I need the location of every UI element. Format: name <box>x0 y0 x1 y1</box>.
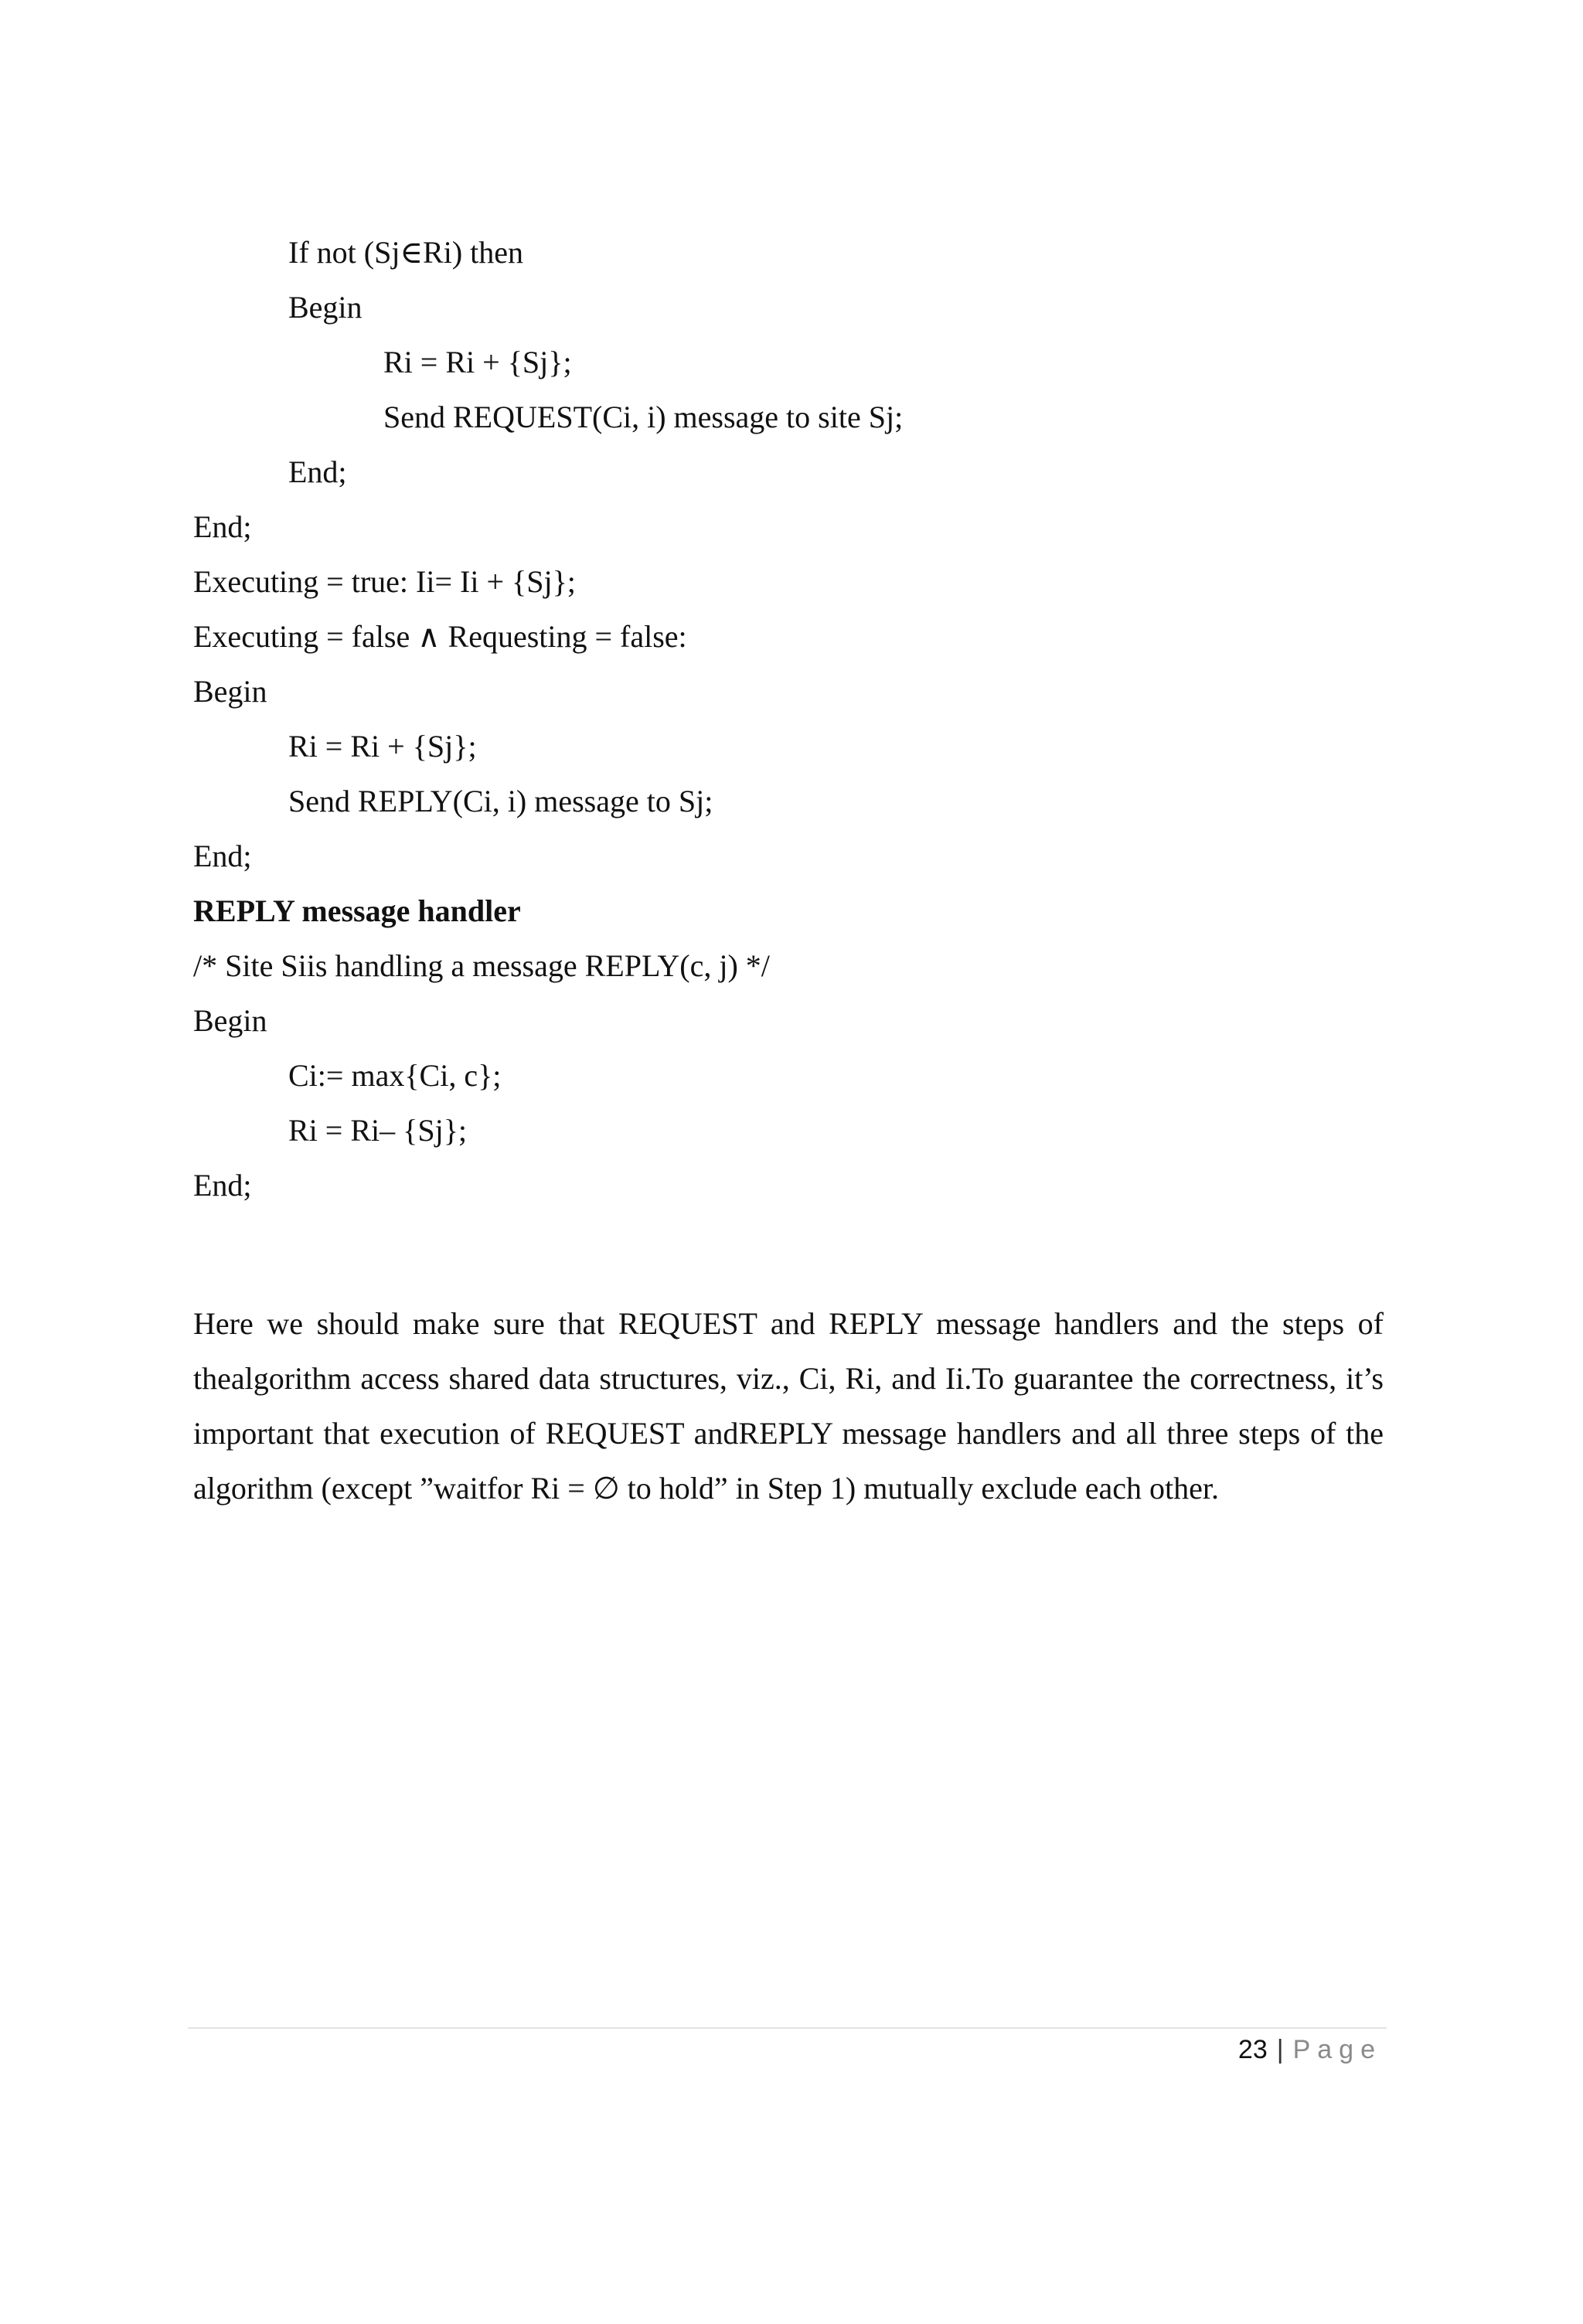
code-line: Executing = true: Ii= Ii + {Sj}; <box>193 564 576 599</box>
page-number: 23 <box>1237 2035 1268 2064</box>
code-line: End; <box>193 839 252 873</box>
code-line: Send REQUEST(Ci, i) message to site Sj; <box>383 400 904 434</box>
footer-separator: | <box>1276 2035 1284 2064</box>
code-line: End; <box>288 454 347 489</box>
page-footer <box>1238 2031 1382 2068</box>
code-line: Ri = Ri + {Sj}; <box>383 345 572 379</box>
code-line: Executing = false ∧ Requesting = false: <box>193 619 687 654</box>
pseudocode-block <box>193 230 1384 1217</box>
footer-divider <box>188 2027 1387 2029</box>
body-paragraph: Here we should make sure that REQUEST and REPLY message handlers and the steps of thealgorithm access shared data structures, viz., Ci, Ri, and Ii.To guarantee the correctness, it’s important that execution of REQUEST andREPLY message handlers and all three steps of the algorithm (except ”waitfor Ri = ∅ to hold” in Step 1) mutually exclude each other. <box>193 1306 1384 1506</box>
code-line: End; <box>193 1168 252 1203</box>
code-line: Begin <box>193 674 267 709</box>
code-comment: /* Site Siis handling a message REPLY(c, j) */ <box>193 948 770 983</box>
code-line: If not (Sj∈Ri) then <box>288 235 524 270</box>
page-label: Page <box>1292 2035 1382 2064</box>
code-line: End; <box>193 509 252 544</box>
section-heading-reply-handler: REPLY message handler <box>193 893 521 928</box>
code-line: Send REPLY(Ci, i) message to Sj; <box>288 784 713 818</box>
code-line: Begin <box>193 1003 267 1038</box>
code-line: Begin <box>288 290 363 325</box>
code-line: Ci:= max{Ci, c}; <box>288 1058 502 1093</box>
code-line: Ri = Ri– {Sj}; <box>288 1113 468 1148</box>
code-line: Ri = Ri + {Sj}; <box>288 729 477 764</box>
